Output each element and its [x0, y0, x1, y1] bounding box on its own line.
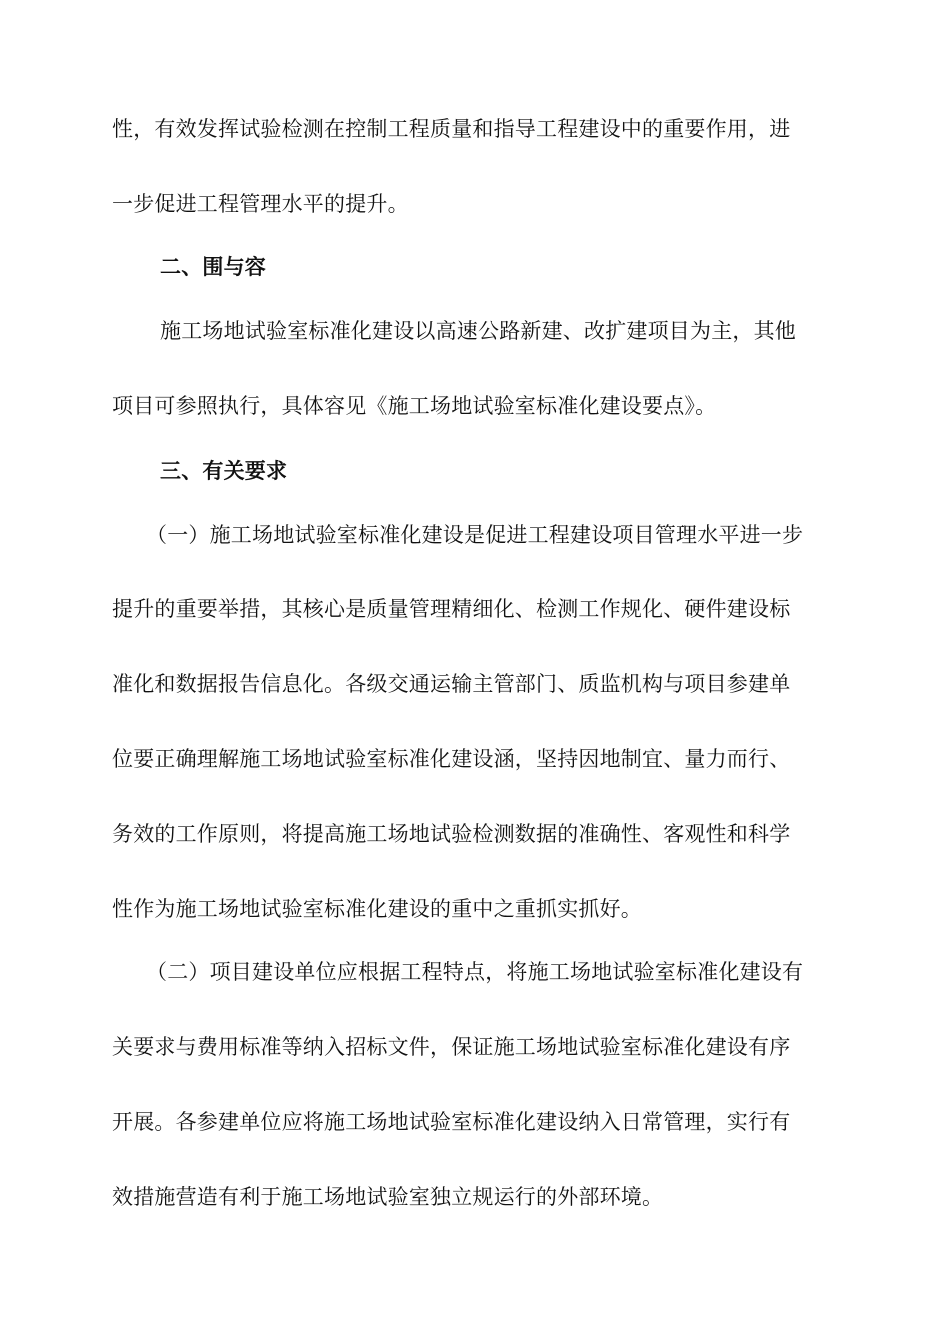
body-text-line: 效措施营造有利于施工场地试验室独立规运行的外部环境。 — [112, 1185, 664, 1209]
body-text-line: 开展。各参建单位应将施工场地试验室标准化建设纳入日常管理，实行有 — [112, 1110, 791, 1134]
section-heading: 二、围与容 — [160, 255, 266, 279]
body-text-line: （一）施工场地试验室标准化建设是促进工程建设项目管理水平进一步 — [146, 523, 804, 547]
body-text-line: 提升的重要举措，其核心是质量管理精细化、检测工作规化、硬件建设标 — [112, 597, 791, 621]
body-text-line: 项目可参照执行，具体容见《施工场地试验室标准化建设要点》。 — [112, 394, 717, 418]
body-text-line: 性作为施工场地试验室标准化建设的重中之重抓实抓好。 — [112, 897, 642, 921]
body-text-line: 关要求与费用标准等纳入招标文件，保证施工场地试验室标准化建设有序 — [112, 1035, 791, 1059]
body-text-line: 位要正确理解施工场地试验室标准化建设涵，坚持因地制宜、量力而行、 — [112, 747, 791, 771]
body-text-line: 施工场地试验室标准化建设以高速公路新建、改扩建项目为主，其他 — [160, 319, 796, 343]
body-text-line: （二）项目建设单位应根据工程特点，将施工场地试验室标准化建设有 — [146, 960, 804, 984]
body-text-line: 准化和数据报告信息化。各级交通运输主管部门、质监机构与项目参建单 — [112, 672, 791, 696]
section-heading: 三、有关要求 — [160, 459, 288, 483]
body-text-line: 一步促进工程管理水平的提升。 — [112, 192, 409, 216]
body-text-line: 务效的工作原则，将提高施工场地试验检测数据的准确性、客观性和科学 — [112, 822, 791, 846]
body-text-line: 性，有效发挥试验检测在控制工程质量和指导工程建设中的重要作用，进 — [112, 117, 791, 141]
